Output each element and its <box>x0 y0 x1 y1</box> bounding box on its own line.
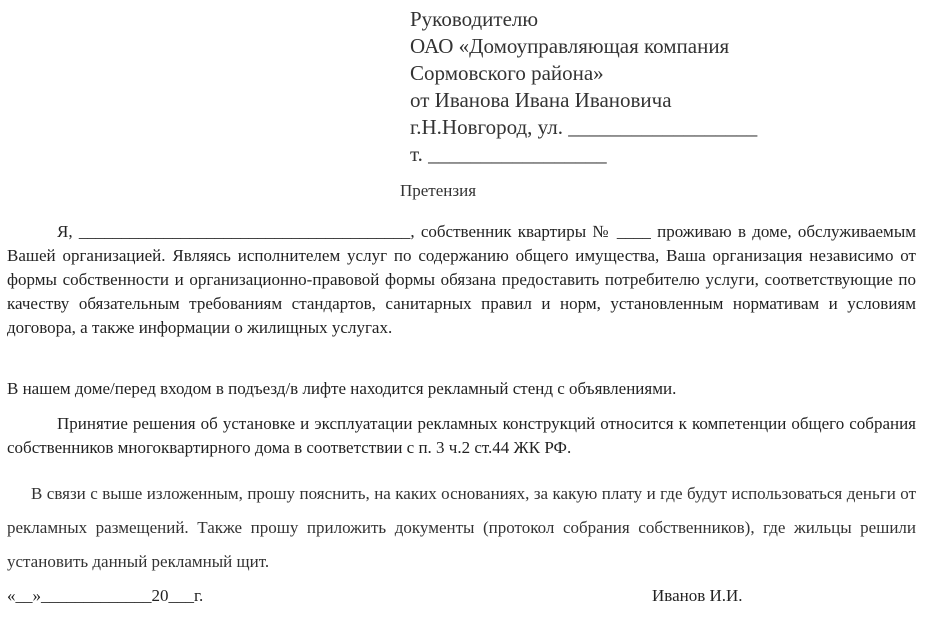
addressee-line: ОАО «Домоуправляющая компания <box>410 34 730 58</box>
paragraph-request: В связи с выше изложенным, прошу пояснить, на каких основаниях, за какую плату и где будут использоваться деньги от рекламных размещений. Также прошу приложить документы (протокол собрания собственников), где жильцы решили установить данный рекламный щит. <box>7 484 916 571</box>
addressee-line: Руководителю <box>410 7 539 31</box>
paragraph-legal-basis: Принятие решения об установке и эксплуатации рекламных конструкций относится к компетенции общего собрания собственников многоквартирного дома в соответствии с п. 3 ч.2 ст.44 ЖК РФ. <box>7 414 916 457</box>
paragraph-advertising-stand: В нашем доме/перед входом в подъезд/в лифте находится рекламный стенд с объявлениями. <box>7 379 677 398</box>
document-title: Претензия <box>399 181 477 200</box>
sender-address-line: г.Н.Новгород, ул. __________________ <box>410 115 758 139</box>
paragraph-owner-statement: Я, _______________________________________, собственник квартиры № ____ проживаю в доме, обслуживаемым Вашей организацией. Являясь исполнителем услуг по содержанию общего имущества, Ваша организация независимо от формы собственности и организационно-правовой формы обязана предоставить потребителю услуги, соответствующие по качеству обязательным требованиям стандартов, санитарных правил и норм, установленным нормативам и условиям договора, а также информации о жилищных услугах. <box>7 222 916 337</box>
sender-line: от Иванова Ивана Ивановича <box>410 88 672 112</box>
sender-phone-line: т. _________________ <box>410 142 607 166</box>
addressee-block <box>410 6 757 168</box>
signature-name: Иванов И.И. <box>652 586 743 605</box>
addressee-line: Сормовского района» <box>410 61 604 85</box>
date-field: «__»_____________20___г. <box>7 586 204 605</box>
